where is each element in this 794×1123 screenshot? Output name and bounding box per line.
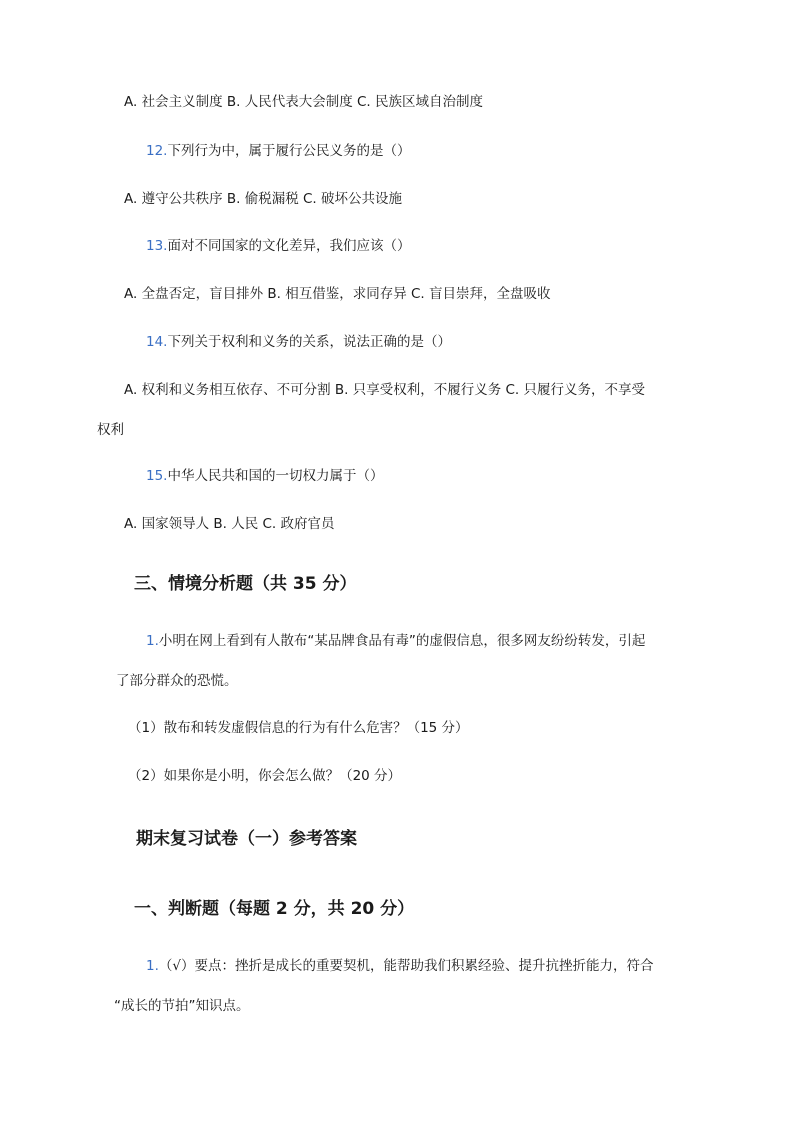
q11-options: A. 社会主义制度 B. 人民代表大会制度 C. 民族区域自治制度 <box>124 94 484 110</box>
q12-number: 12. <box>146 143 168 159</box>
answer1-line1 <box>146 956 654 976</box>
q15-text: 中华人民共和国的一切权力属于（） <box>167 468 384 484</box>
q12-stem <box>146 141 410 161</box>
answer1-text: （√）要点：挫折是成长的重要契机，能帮助我们积累经验、提升抗挫折能力，符合 <box>158 958 654 974</box>
q15-number: 15. <box>146 468 168 484</box>
q13-number: 13. <box>146 238 168 254</box>
answers-title: 期末复习试卷（一）参考答案 <box>136 829 357 849</box>
answers-section1-heading: 一、判断题（每题 2 分，共 20 分） <box>134 899 415 919</box>
q14-number: 14. <box>146 334 168 350</box>
case1-number: 1. <box>146 633 159 649</box>
q14-stem <box>146 332 451 352</box>
case1-sub2: （2）如果你是小明，你会怎么做？（20 分） <box>128 768 402 784</box>
q13-stem <box>146 236 410 256</box>
answer1-line2: “成长的节拍”知识点。 <box>114 998 250 1014</box>
q13-text: 面对不同国家的文化差异，我们应该（） <box>167 238 411 254</box>
answer1-number: 1. <box>146 958 159 974</box>
q12-options: A. 遵守公共秩序 B. 偷税漏税 C. 破坏公共设施 <box>124 191 403 207</box>
q15-options: A. 国家领导人 B. 人民 C. 政府官员 <box>124 516 335 532</box>
section3-heading: 三、情境分析题（共 35 分） <box>134 574 357 594</box>
case1-sub1: （1）散布和转发虚假信息的行为有什么危害？（15 分） <box>128 720 469 736</box>
q12-text: 下列行为中，属于履行公民义务的是（） <box>167 143 411 159</box>
case1-line2: 了部分群众的恐慌。 <box>116 673 238 689</box>
q13-options: A. 全盘否定，盲目排外 B. 相互借鉴，求同存异 C. 盲目崇拜，全盘吸收 <box>124 286 551 302</box>
q15-stem <box>146 466 383 486</box>
q14-text: 下列关于权利和义务的关系，说法正确的是（） <box>167 334 451 350</box>
q14-options-line1: A. 权利和义务相互依存、不可分割 B. 只享受权利，不履行义务 C. 只履行义务，不享受 <box>124 382 646 398</box>
case1-text: 小明在网上看到有人散布“某品牌食品有毒”的虚假信息，很多网友纷纷转发，引起 <box>158 633 646 649</box>
case1-line1 <box>146 631 645 651</box>
q14-options-line2: 权利 <box>97 422 124 438</box>
